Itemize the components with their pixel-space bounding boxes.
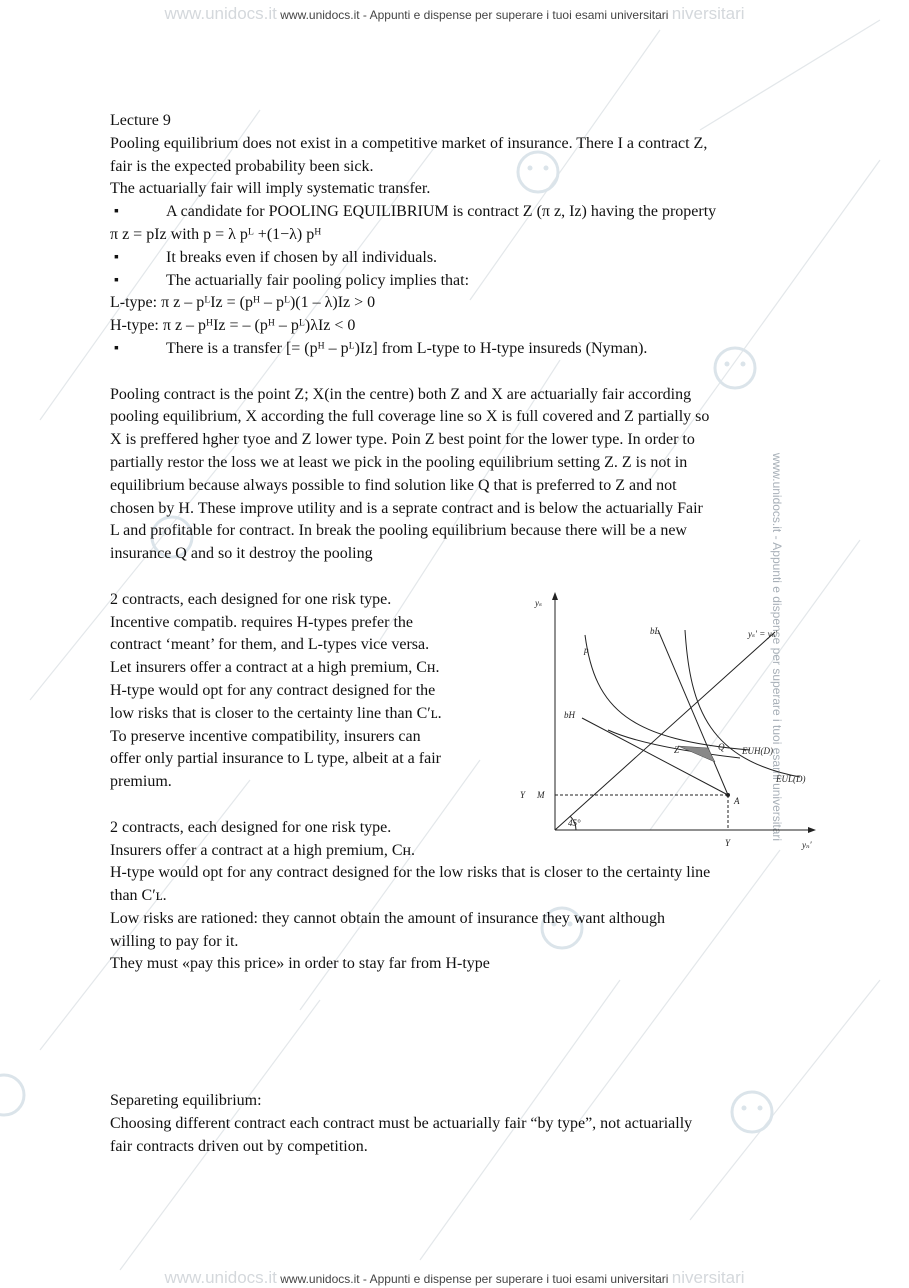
equation-h-type: H-type: π z – pᴴIz = – (pᴴ – pᴸ)λIz < 0 (110, 317, 356, 335)
point-a (726, 793, 730, 797)
label-y-endowment: Y (520, 790, 526, 800)
paragraph-line: H-type would opt for any contract designed for the low risks that is closer to the certainty line (110, 864, 711, 882)
paragraph-line: Pooling equilibrium does not exist in a competitive market of insurance. There I a contract Z, (110, 134, 708, 152)
label-45-degrees: 45° (568, 818, 581, 828)
label-eul: EUL(D) (776, 774, 806, 784)
paragraph-line: fair is the expected probability been sick. (110, 157, 374, 175)
paragraph-line: Insurers offer a contract at a high premium, Cʜ. (110, 841, 416, 859)
bullet-item (110, 270, 810, 293)
bullet-text: A candidate for POOLING EQUILIBRIUM is contract Z (π z, Iz) having the property (166, 203, 717, 221)
label-x-axis: yₙ′ (802, 840, 812, 850)
label-z: Z (674, 745, 680, 755)
label-q: Q (718, 742, 725, 752)
paragraph-line: They must «pay this price» in order to stay far from H-type (110, 955, 490, 973)
bullet-text: The actuarially fair pooling policy implies that: (166, 271, 470, 289)
y-axis-arrow (552, 592, 558, 600)
watermark-banner-top[interactable]: www.unidocs.it - Appunti e dispense per superare i tuoi esami universitari (280, 8, 669, 22)
paragraph-line: 2 contracts, each designed for one risk type. (110, 590, 392, 608)
paragraph-line: H-type would opt for any contract designed for the (110, 681, 436, 699)
label-certainty-line: yₛ′ = yₙ′ (748, 629, 778, 639)
equation-pooling-price: π z = pIz with p = λ pᴸ +(1−λ) pᴴ (110, 225, 322, 243)
paragraph-line: contract ‘meant’ for them, and L-types vice versa. (110, 636, 430, 654)
paragraph-line: chosen by H. These improve utility and is a seprate contract and is below the actuarially Fair (110, 499, 703, 517)
paragraph-line: L and profitable for contract. In break the pooling equilibrium because there will be a new (110, 522, 687, 540)
paragraph-line: To preserve incentive compatibility, insurers can (110, 727, 421, 745)
x-axis-arrow (808, 827, 816, 833)
paragraph-line: Incentive compatib. requires H-types prefer the (110, 613, 413, 631)
section-title-separating: Separeting equilibrium: (110, 1092, 262, 1110)
paragraph-line: pooling equilibrium, X according the full coverage line so X is full covered and Z partially so (110, 408, 710, 426)
label-m: M (537, 790, 545, 800)
paragraph-line: premium. (110, 773, 172, 791)
label-bl: bL (650, 626, 660, 636)
watermark-ghost-left: www.unidocs.it (164, 1268, 277, 1287)
paragraph-line: X is preffered hgher tyoe and Z lower type. Poin Z best point for the lower type. In order to (110, 431, 695, 449)
paragraph-line: partially restor the loss we at least we pick in the pooling equilibrium setting Z. Z is not in (110, 453, 688, 471)
watermark-ghost-left: www.unidocs.it (164, 4, 277, 23)
bullet-item (110, 338, 810, 361)
paragraph-line: fair contracts driven out by competition. (110, 1137, 368, 1155)
watermark-ghost-right: niversitari (671, 1268, 745, 1287)
bullet-text: There is a transfer [= (pᴴ – pᴸ)Iz] from L-type to H-type insureds (Nyman). (166, 339, 648, 357)
certainty-line (555, 632, 775, 830)
label-x-y: Y (725, 838, 731, 848)
label-bh: bH (564, 710, 575, 720)
watermark-footer[interactable] (0, 1268, 909, 1288)
paragraph-line: than C′ʟ. (110, 887, 167, 905)
shaded-region (678, 746, 715, 762)
bullet-text: It breaks even if chosen by all individuals. (166, 248, 438, 266)
paragraph-line: offer only partial insurance to L type, albeit at a fair (110, 750, 441, 768)
lecture-title: Lecture 9 (110, 112, 171, 129)
paragraph-line: Pooling contract is the point Z; X(in the centre) both Z and X are actuarially fair according (110, 385, 692, 403)
watermark-ghost-right: niversitari (671, 4, 745, 23)
label-a: A (734, 796, 740, 806)
insurance-diagram (510, 590, 820, 860)
paragraph-line: 2 contracts, each designed for one risk type. (110, 818, 392, 836)
paragraph-line: insurance Q and so it destroy the pooling (110, 545, 373, 563)
paragraph-line: Let insurers offer a contract at a high premium, Cʜ. (110, 659, 440, 677)
label-p: p (584, 645, 589, 655)
watermark-banner-bottom[interactable]: www.unidocs.it - Appunti e dispense per superare i tuoi esami universitari (280, 1272, 669, 1286)
bullet-item (110, 201, 810, 224)
watermark-side-right: www.unidocs.it - Appunti e dispense per superare i tuoi esami universitari (770, 452, 785, 842)
paragraph-line: willing to pay for it. (110, 932, 239, 950)
label-euh: EUH(D) (742, 746, 773, 756)
paragraph-line: low risks that is closer to the certainty line than C′ʟ. (110, 704, 442, 722)
equation-l-type: L-type: π z – pᴸIz = (pᴴ – pᴸ)(1 – λ)Iz > 0 (110, 294, 376, 312)
figure-side-text (110, 589, 505, 863)
paragraph-line: The actuarially fair will imply systematic transfer. (110, 180, 431, 198)
fair-odds-line-l (658, 630, 728, 795)
paragraph-line: Choosing different contract each contract must be actuarially fair “by type”, not actuarially (110, 1115, 693, 1133)
bullet-item (110, 247, 810, 270)
paragraph-line: Low risks are rationed: they cannot obtain the amount of insurance they want although (110, 909, 665, 927)
paragraph-line: equilibrium because always possible to find solution like Q that is preferred to Z and not (110, 476, 677, 494)
watermark-header[interactable] (0, 4, 909, 24)
label-y-axis: yₛ (535, 598, 543, 608)
